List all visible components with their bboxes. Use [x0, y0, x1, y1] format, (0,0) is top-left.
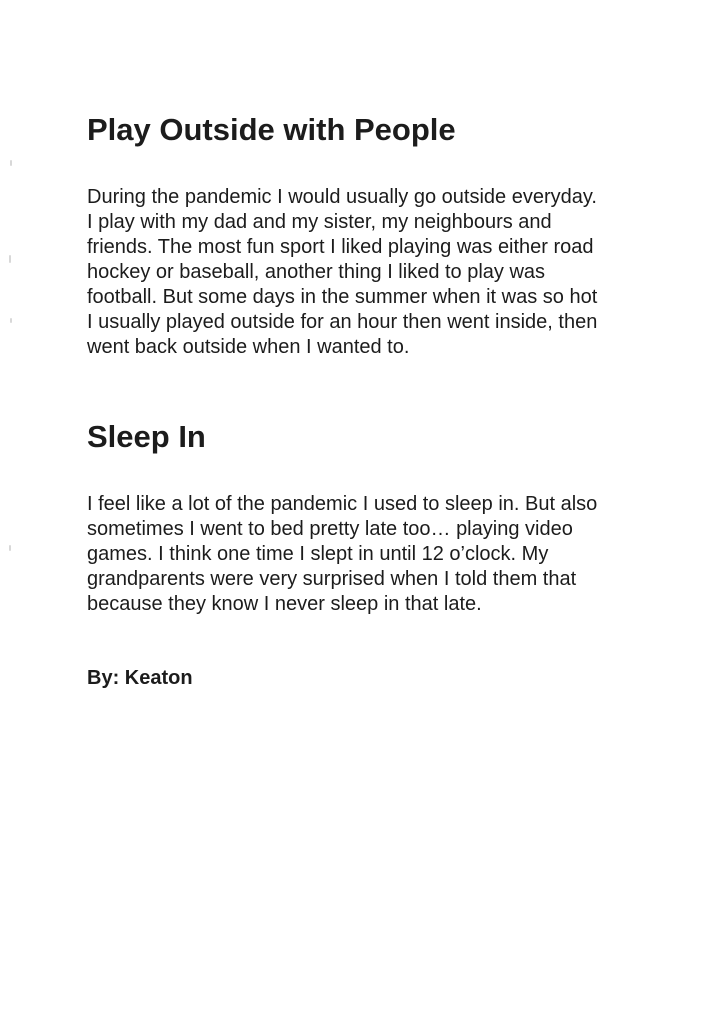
section-heading-play-outside: Play Outside with People	[87, 112, 456, 147]
paragraph-line: I feel like a lot of the pandemic I used to sleep in. But also	[87, 493, 598, 515]
paragraph-line: football. But some days in the summer when it was so hot	[87, 286, 598, 308]
paragraph-line: because they know I never sleep in that late.	[87, 593, 482, 615]
scan-speck	[10, 318, 12, 323]
paragraph-line: During the pandemic I would usually go outside everyday.	[87, 186, 597, 208]
scan-speck	[10, 160, 12, 166]
section-paragraph-play-outside	[87, 185, 597, 360]
author-byline: By: Keaton	[87, 667, 193, 689]
paragraph-line: grandparents were very surprised when I told them that	[87, 568, 577, 590]
paragraph-line: I usually played outside for an hour then went inside, then	[87, 311, 598, 333]
scan-speck	[9, 545, 11, 551]
section-paragraph-sleep-in	[87, 492, 597, 617]
paragraph-line: games. I think one time I slept in until 12 o’clock. My	[87, 543, 549, 565]
paragraph-line: hockey or baseball, another thing I liked to play was	[87, 261, 546, 283]
paragraph-line: I play with my dad and my sister, my neighbours and	[87, 211, 552, 233]
paragraph-line: went back outside when I wanted to.	[87, 336, 410, 358]
section-heading-sleep-in: Sleep In	[87, 419, 206, 454]
paragraph-line: friends. The most fun sport I liked playing was either road	[87, 236, 594, 258]
paragraph-line: sometimes I went to bed pretty late too… playing video	[87, 518, 573, 540]
scan-speck	[9, 255, 11, 263]
